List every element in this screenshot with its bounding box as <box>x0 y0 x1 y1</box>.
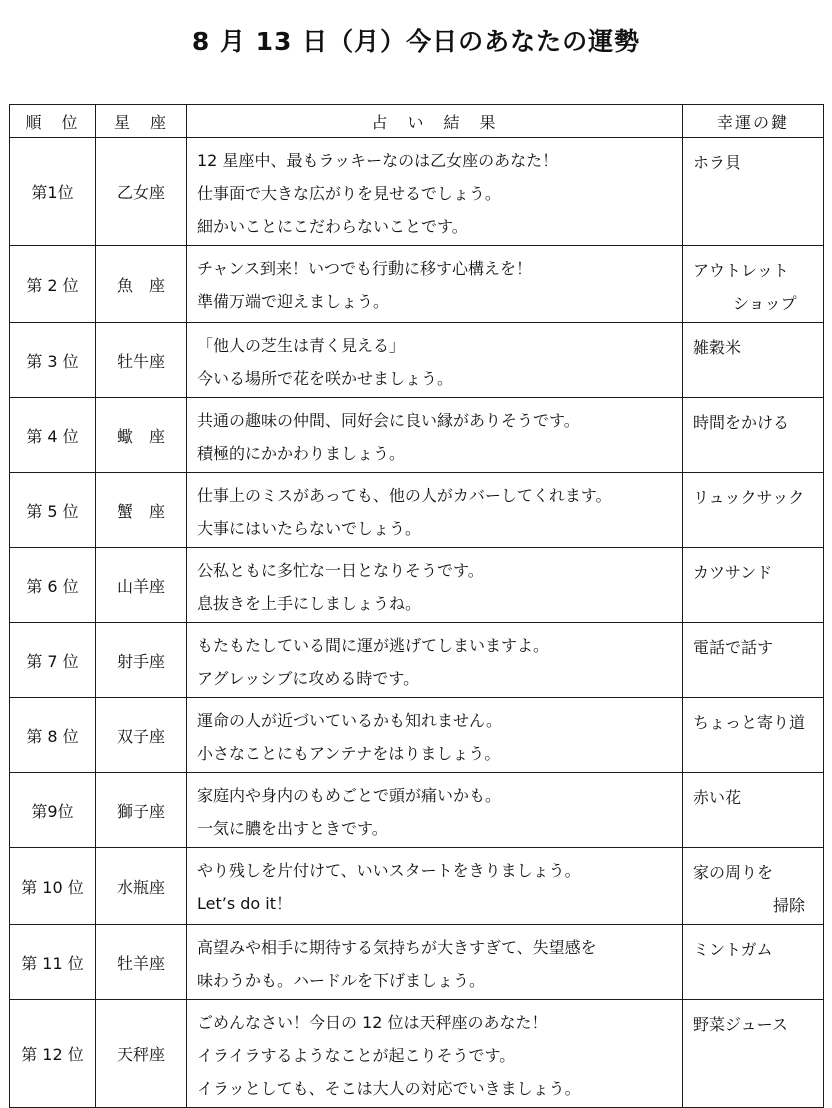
lucky-key-text: 野菜ジュース <box>693 1015 788 1034</box>
lucky-key-text: 時間をかける <box>693 413 790 432</box>
lucky-key-cell <box>683 548 824 623</box>
fortune-result-cell <box>187 925 683 1000</box>
table-row <box>10 925 824 1000</box>
table-row <box>10 138 824 246</box>
header-result: 占 い 結 果 <box>187 105 683 138</box>
zodiac-sign-cell: 蠍 座 <box>96 398 187 473</box>
zodiac-sign-cell: 双子座 <box>96 698 187 773</box>
lucky-key-text: カツサンド <box>693 563 773 582</box>
fortune-text-line: イラッとしても、そこは大人の対応でいきましょう。 <box>197 1079 581 1098</box>
header-lucky-key: 幸運の鍵 <box>683 105 824 138</box>
zodiac-sign-cell: 蟹 座 <box>96 473 187 548</box>
fortune-result-cell <box>187 323 683 398</box>
rank-cell: 第9位 <box>10 773 96 848</box>
header-sign: 星 座 <box>96 105 187 138</box>
horoscope-table <box>9 104 824 1108</box>
fortune-result-cell <box>187 398 683 473</box>
fortune-text-line: 12 星座中、最もラッキーなのは乙女座のあなた！ <box>197 151 559 170</box>
table-row <box>10 398 824 473</box>
fortune-text-line: やり残しを片付けて、いいスタートをきりましょう。 <box>197 861 581 880</box>
lucky-key-text: 掃除 <box>772 896 805 915</box>
fortune-text-line: 大事にはいたらないでしょう。 <box>197 519 422 538</box>
table-row <box>10 773 824 848</box>
fortune-text-line: 味わうかも。ハードルを下げましょう。 <box>197 971 486 990</box>
fortune-text-line: アグレッシブに攻める時です。 <box>197 669 420 688</box>
fortune-text-line: 公私ともに多忙な一日となりそうです。 <box>197 561 484 580</box>
rank-cell: 第 8 位 <box>10 698 96 773</box>
fortune-text-line: 家庭内や身内のもめごとで頭が痛いかも。 <box>197 786 502 805</box>
rank-cell: 第 3 位 <box>10 323 96 398</box>
fortune-text-line: 小さなことにもアンテナをはりましょう。 <box>197 744 501 763</box>
lucky-key-cell <box>683 398 824 473</box>
fortune-result-cell <box>187 473 683 548</box>
lucky-key-text: 赤い花 <box>693 788 742 807</box>
fortune-text-line: 今いる場所で花を咲かせましょう。 <box>197 369 454 388</box>
lucky-key-text: 家の周りを <box>693 863 774 882</box>
lucky-key-cell <box>683 623 824 698</box>
lucky-key-cell <box>683 1000 824 1108</box>
fortune-text-line: 積極的にかかわりましょう。 <box>197 444 406 463</box>
fortune-text-line: Let’s do it！ <box>197 894 293 913</box>
table-row <box>10 623 824 698</box>
rank-cell: 第1位 <box>10 138 96 246</box>
lucky-key-text: 電話で話す <box>693 638 774 657</box>
fortune-text-line: 一気に膿を出すときです。 <box>197 819 388 838</box>
table-row <box>10 548 824 623</box>
lucky-key-text: アウトレット <box>693 261 789 280</box>
fortune-result-cell <box>187 623 683 698</box>
zodiac-sign-cell: 牡牛座 <box>96 323 187 398</box>
rank-cell: 第 10 位 <box>10 848 96 925</box>
zodiac-sign-cell: 魚 座 <box>96 246 187 323</box>
zodiac-sign-cell: 天秤座 <box>96 1000 187 1108</box>
table-row <box>10 848 824 925</box>
fortune-text-line: 息抜きを上手にしましょうね。 <box>197 594 422 613</box>
fortune-result-cell <box>187 698 683 773</box>
zodiac-sign-cell: 獅子座 <box>96 773 187 848</box>
lucky-key-cell <box>683 246 824 323</box>
rank-cell: 第 11 位 <box>10 925 96 1000</box>
fortune-text-line: 仕事上のミスがあっても、他の人がカバーしてくれます。 <box>197 486 612 505</box>
fortune-text-line: 「他人の芝生は青く見える」 <box>197 336 406 355</box>
fortune-text-line: 仕事面で大きな広がりを見せるでしょう。 <box>197 184 501 203</box>
fortune-result-cell <box>187 246 683 323</box>
lucky-key-text: ちょっと寄り道 <box>693 713 806 732</box>
rank-cell: 第 6 位 <box>10 548 96 623</box>
fortune-text-line: ごめんなさい！今日の 12 位は天秤座のあなた！ <box>197 1013 548 1032</box>
lucky-key-cell <box>683 848 824 925</box>
page-title: 8 月 13 日（月）今日のあなたの運勢 <box>191 27 641 56</box>
lucky-key-text: 雑穀米 <box>693 338 742 357</box>
table-header-row <box>10 105 824 138</box>
lucky-key-cell <box>683 323 824 398</box>
lucky-key-text: リュックサック <box>693 488 805 507</box>
zodiac-sign-cell: 乙女座 <box>96 138 187 246</box>
lucky-key-text: ショップ <box>733 294 797 313</box>
lucky-key-cell <box>683 698 824 773</box>
lucky-key-cell <box>683 138 824 246</box>
zodiac-sign-cell: 山羊座 <box>96 548 187 623</box>
fortune-result-cell <box>187 848 683 925</box>
table-row <box>10 473 824 548</box>
zodiac-sign-cell: 水瓶座 <box>96 848 187 925</box>
fortune-text-line: 運命の人が近づいているかも知れません。 <box>197 711 502 730</box>
fortune-text-line: 細かいことにこだわらないことです。 <box>197 217 468 236</box>
lucky-key-text: ミントガム <box>693 940 773 959</box>
rank-cell: 第 5 位 <box>10 473 96 548</box>
rank-cell: 第 7 位 <box>10 623 96 698</box>
rank-cell: 第 4 位 <box>10 398 96 473</box>
lucky-key-cell <box>683 925 824 1000</box>
lucky-key-cell <box>683 773 824 848</box>
fortune-text-line: 準備万端で迎えましょう。 <box>197 292 390 311</box>
table-row <box>10 323 824 398</box>
fortune-result-cell <box>187 138 683 246</box>
fortune-text-line: 共通の趣味の仲間、同好会に良い縁がありそうです。 <box>197 411 580 430</box>
rank-cell: 第 2 位 <box>10 246 96 323</box>
fortune-text-line: チャンス到来！いつでも行動に移す心構えを！ <box>197 259 533 278</box>
zodiac-sign-cell: 射手座 <box>96 623 187 698</box>
table-row <box>10 246 824 323</box>
fortune-result-cell <box>187 548 683 623</box>
fortune-text-line: イライラするようなことが起こりそうです。 <box>197 1046 516 1065</box>
header-rank: 順 位 <box>10 105 96 138</box>
lucky-key-cell <box>683 473 824 548</box>
fortune-text-line: 高望みや相手に期待する気持ちが大きすぎて、失望感を <box>197 938 597 957</box>
table-row <box>10 1000 824 1108</box>
rank-cell: 第 12 位 <box>10 1000 96 1108</box>
zodiac-sign-cell: 牡羊座 <box>96 925 187 1000</box>
table-row <box>10 698 824 773</box>
fortune-text-line: もたもたしている間に運が逃げてしまいますよ。 <box>197 636 550 655</box>
fortune-result-cell <box>187 773 683 848</box>
lucky-key-text: ホラ貝 <box>693 153 742 172</box>
fortune-result-cell <box>187 1000 683 1108</box>
